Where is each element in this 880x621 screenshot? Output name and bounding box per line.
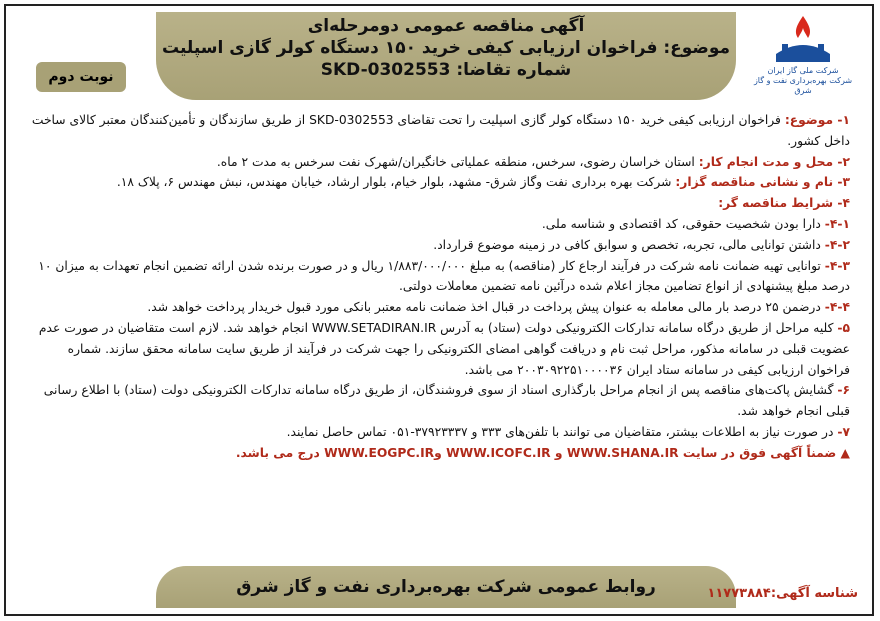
logo-line-2: شرکت بهره‌برداری نفت و گاز شرق: [753, 76, 853, 95]
flame-logo-icon: [768, 14, 838, 66]
notice-subject: موضوع: فراخوان ارزیابی کیفی خرید ۱۵۰ دستگاه کولر گازی اسپلیت: [161, 38, 731, 58]
list-item: ۱- موضوع: فراخوان ارزیابی کیفی خرید ۱۵۰ دستگاه کولر گازی اسپلیت را تحت تقاضای SKD-0302553 از طریق سازندگان و تأمین‌کنندگان معتبر کالای ساخت داخل کشور.: [31, 113, 850, 148]
request-number: شماره تقاضا: SKD-0302553: [320, 60, 572, 80]
notice-header: [156, 12, 736, 100]
list-item: ۴-۳- توانایی تهیه ضمانت نامه شرکت در فرآیند ارجاع کار (مناقصه) به مبلغ ۱/۸۸۳/۰۰۰/۰۰۰ ریال و در صورت برنده شدن ارائه تضمین انجام تعهدات به میزان ۱۰ درصد مبلغ پیشنهادی از انواع تضامین مجاز اعلام شده درآئین نامه تضمین معاملات دولتی.: [38, 258, 850, 294]
list-item: ۴- شرایط مناقصه گر:: [718, 196, 850, 211]
triangle-icon: ▲: [840, 445, 850, 460]
list-item: ۴-۴- درضمن ۲۵ درصد بار مالی معامله به عنوان پیش پرداخت در قبال اخذ ضمانت نامه معتبر بانکی مورد قبول خریدار پرداخت خواهد شد.: [147, 300, 850, 315]
ad-id: شناسه آگهی:۱۱۷۷۳۸۸۴: [707, 586, 858, 601]
list-item: ۷- در صورت نیاز به اطلاعات بیشتر، متقاضیان می توانند با تلفن‌های ۳۳۳ و ۳۷۹۲۳۳۳۷-۰۵۱ تماس حاصل نمایند.: [286, 424, 850, 439]
notice-body: [28, 110, 850, 464]
notice-title: آگهی مناقصه عمومی دومرحله‌ای: [307, 16, 585, 36]
list-item: ۶- گشایش پاکت‌های مناقصه پس از انجام مراحل بارگذاری اسناد از سوی فروشندگان، از طریق درگاه سامانه تدارکات الکترونیکی دولت (ستاد) با اطلاع رسانی قبلی انجام خواهد شد.: [43, 383, 850, 419]
logo-line-1: شرکت ملی گاز ایران: [767, 66, 839, 75]
company-logo: [748, 14, 858, 104]
list-item: ۲- محل و مدت انجام کار: استان خراسان رضوی، سرخس، منطقه عملیاتی خانگیران/شهرک نفت سرخس به مدت ۲ ماه.: [216, 154, 850, 169]
stage-badge: نوبت دوم: [36, 62, 126, 92]
notice-frame: [4, 4, 874, 616]
list-item: ▲ ضمناً آگهی فوق در سایت WWW.SHANA.IR و WWW.ICOFC.IR وWWW.EOGPC.IR درج می باشد.: [235, 445, 850, 460]
list-item: ۳- نام و نشانی مناقصه گزار: شرکت بهره برداری نفت وگاز شرق- مشهد، بلوار خیام، بلوار ارشاد، خیابان مهندس، نبش مهندس ۶، پلاک ۱۸.: [116, 175, 850, 190]
list-item: ۵- کلیه مراحل از طریق درگاه سامانه تدارکات الکترونیکی دولت (ستاد) به آدرس WWW.SETADIRAN.IR انجام خواهد شد. لازم است متقاضیان در صورت عدم عضویت قبلی در سامانه مذکور، مراحل ثبت نام و دریافت گواهی امضای الکترونیکی را جهت شرکت در فرآیند از طریق سایت سامانه محقق سازند. شماره فراخوان ارزیابی کیفی در سامانه ستاد ایران ۲۰۰۳۰۹۲۲۵۱۰۰۰۰۳۶ می باشد.: [38, 320, 850, 377]
notice-footer: روابط عمومی شرکت بهره‌برداری نفت و گاز شرق: [156, 566, 736, 608]
list-item: ۴-۱- دارا بودن شخصیت حقوقی، کد اقتصادی و شناسه ملی.: [541, 216, 850, 231]
list-item: ۴-۲- داشتن توانایی مالی، تجربه، تخصص و سوابق کافی در زمینه موضوع قرارداد.: [433, 237, 850, 252]
